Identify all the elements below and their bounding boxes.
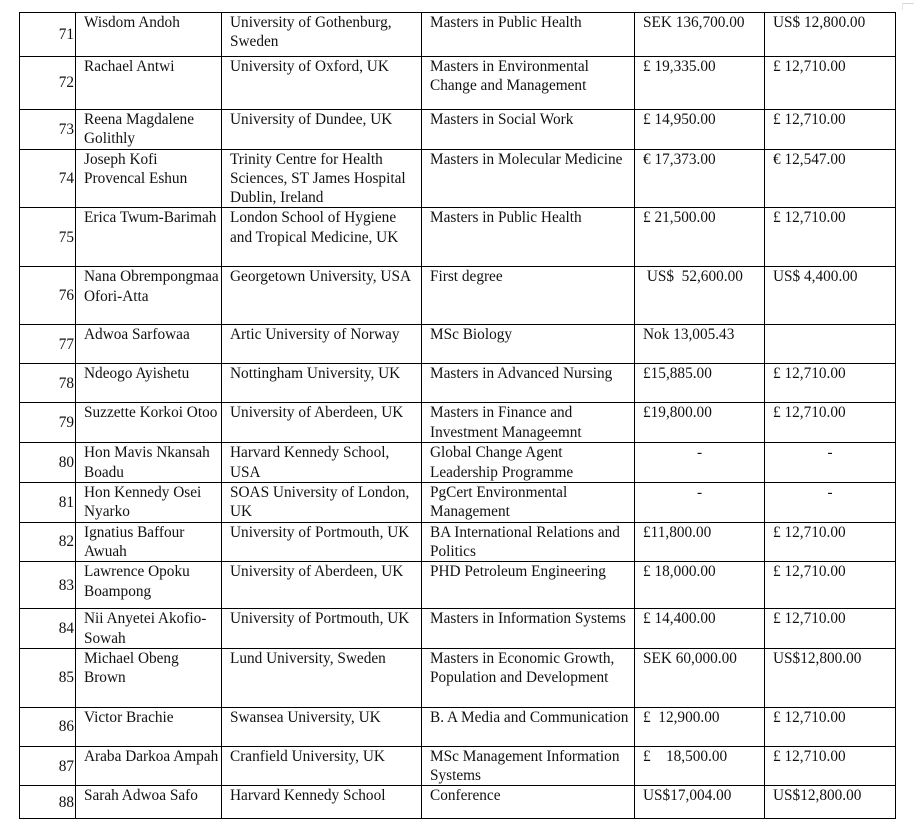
stipend: £ 12,710.00 <box>765 208 896 267</box>
programme: Masters in Public Health <box>422 13 635 57</box>
stipend: £ 12,710.00 <box>765 562 896 609</box>
institution: Lund University, Sweden <box>222 648 422 707</box>
tuition-fee-value: £ 18,000.00 <box>643 563 716 581</box>
table-row <box>20 707 896 746</box>
row-number: 73 <box>20 110 76 150</box>
recipient-name: Hon Kennedy Osei Nyarko <box>76 483 222 523</box>
tuition-fee <box>635 483 765 523</box>
table-row <box>20 403 896 443</box>
stipend: £ 12,710.00 <box>765 522 896 562</box>
table-row <box>20 786 896 819</box>
institution: University of Oxford, UK <box>222 57 422 110</box>
tuition-fee-value: £ 12,900.00 <box>643 708 720 726</box>
programme: Masters in Social Work <box>422 110 635 150</box>
tuition-fee-value: SEK 136,700.00 <box>643 14 745 31</box>
stipend: £ 12,710.00 <box>765 707 896 746</box>
row-number: 76 <box>20 267 76 325</box>
table-row <box>20 443 896 483</box>
programme: PHD Petroleum Engineering <box>422 562 635 609</box>
programme: Conference <box>422 786 635 819</box>
programme: Masters in Economic Growth, Population and Development <box>422 648 635 707</box>
recipient-name: Joseph Kofi Provencal Eshun <box>76 149 222 208</box>
institution: Georgetown University, USA <box>222 267 422 325</box>
row-number: 74 <box>20 149 76 208</box>
table-row <box>20 267 896 325</box>
recipient-name: Wisdom Andoh <box>76 13 222 57</box>
row-number: 77 <box>20 325 76 364</box>
institution: SOAS University of London, UK <box>222 483 422 523</box>
table-row <box>20 57 896 110</box>
table-row <box>20 483 896 523</box>
tuition-fee <box>635 325 765 364</box>
table-row <box>20 746 896 786</box>
tuition-fee <box>635 707 765 746</box>
stipend: US$12,800.00 <box>765 786 896 819</box>
table-row <box>20 562 896 609</box>
institution: University of Aberdeen, UK <box>222 403 422 443</box>
tuition-fee-value: € 17,373.00 <box>643 150 716 168</box>
tuition-fee-value: £11,800.00 <box>643 523 712 541</box>
recipient-name: Nana Obrempongmaa Ofori-Atta <box>76 267 222 325</box>
institution: Harvard Kennedy School, USA <box>222 443 422 483</box>
tuition-fee-value: US$ 52,600.00 <box>643 268 743 286</box>
row-number: 78 <box>20 364 76 403</box>
institution: University of Portmouth, UK <box>222 522 422 562</box>
programme: Masters in Information Systems <box>422 609 635 649</box>
table-row <box>20 208 896 267</box>
row-number: 71 <box>20 13 76 57</box>
tuition-fee <box>635 786 765 819</box>
institution: Artic University of Norway <box>222 325 422 364</box>
recipient-name: Adwoa Sarfowaa <box>76 325 222 364</box>
recipient-name: Araba Darkoa Ampah <box>76 746 222 786</box>
institution: University of Aberdeen, UK <box>222 562 422 609</box>
table-row <box>20 325 896 364</box>
row-number: 86 <box>20 707 76 746</box>
programme: BA International Relations and Politics <box>422 522 635 562</box>
tuition-fee <box>635 648 765 707</box>
row-number: 79 <box>20 403 76 443</box>
programme: MSc Biology <box>422 325 635 364</box>
recipient-name: Rachael Antwi <box>76 57 222 110</box>
stipend: € 12,547.00 <box>765 149 896 208</box>
stipend: £ 12,710.00 <box>765 57 896 110</box>
row-number: 82 <box>20 522 76 562</box>
institution: Trinity Centre for Health Sciences, ST James Hospital Dublin, Ireland <box>222 149 422 208</box>
stipend: - <box>765 443 896 483</box>
tuition-fee <box>635 562 765 609</box>
programme: Masters in Advanced Nursing <box>422 364 635 403</box>
row-number: 88 <box>20 786 76 819</box>
recipient-name: Michael Obeng Brown <box>76 648 222 707</box>
programme: B. A Media and Communication <box>422 707 635 746</box>
tuition-fee-value: £ 19,335.00 <box>643 58 716 75</box>
scholarship-table <box>19 12 896 819</box>
tuition-fee-value: £ 14,400.00 <box>643 610 716 628</box>
programme: Masters in Finance and Investment Manageemnt <box>422 403 635 443</box>
programme: Masters in Public Health <box>422 208 635 267</box>
tuition-fee-value: £ 14,950.00 <box>643 111 716 128</box>
tuition-fee <box>635 149 765 208</box>
programme: MSc Management Information Systems <box>422 746 635 786</box>
recipient-name: Suzzette Korkoi Otoo <box>76 403 222 443</box>
tuition-fee-value: £15,885.00 <box>643 365 712 383</box>
recipient-name: Nii Anyetei Akofio-Sowah <box>76 609 222 649</box>
row-number: 81 <box>20 483 76 523</box>
institution: Harvard Kennedy School <box>222 786 422 819</box>
row-number: 75 <box>20 208 76 267</box>
table-row <box>20 149 896 208</box>
stipend: - <box>765 483 896 523</box>
row-number: 80 <box>20 443 76 483</box>
tuition-fee-value: US$17,004.00 <box>643 787 732 805</box>
row-number: 84 <box>20 609 76 649</box>
table-row <box>20 522 896 562</box>
stipend: £ 12,710.00 <box>765 364 896 403</box>
tuition-fee <box>635 267 765 325</box>
recipient-name: Sarah Adwoa Safo <box>76 786 222 819</box>
stipend: US$ 12,800.00 <box>765 13 896 57</box>
table-row <box>20 13 896 57</box>
tuition-fee <box>635 110 765 150</box>
institution: University of Portmouth, UK <box>222 609 422 649</box>
recipient-name: Erica Twum-Barimah <box>76 208 222 267</box>
institution: University of Gothenburg, Sweden <box>222 13 422 57</box>
tuition-fee-value: SEK 60,000.00 <box>643 649 737 667</box>
tuition-fee-value: £19,800.00 <box>643 404 712 422</box>
programme: Masters in Environmental Change and Management <box>422 57 635 110</box>
row-number: 83 <box>20 562 76 609</box>
tuition-fee <box>635 13 765 57</box>
stipend <box>765 325 896 364</box>
tuition-fee-value: - <box>696 444 703 462</box>
row-number: 85 <box>20 648 76 707</box>
tuition-fee <box>635 57 765 110</box>
table-row <box>20 110 896 150</box>
table-body <box>20 13 896 819</box>
tuition-fee-value: Nok 13,005.43 <box>643 326 735 344</box>
tuition-fee <box>635 609 765 649</box>
recipient-name: Ndeogo Ayishetu <box>76 364 222 403</box>
stipend: US$12,800.00 <box>765 648 896 707</box>
recipient-name: Ignatius Baffour Awuah <box>76 522 222 562</box>
stipend: US$ 4,400.00 <box>765 267 896 325</box>
programme: Masters in Molecular Medicine <box>422 149 635 208</box>
institution: Nottingham University, UK <box>222 364 422 403</box>
tuition-fee-value: £ 21,500.00 <box>643 209 716 227</box>
table-row <box>20 364 896 403</box>
recipient-name: Lawrence Opoku Boampong <box>76 562 222 609</box>
stipend: £ 12,710.00 <box>765 746 896 786</box>
institution: University of Dundee, UK <box>222 110 422 150</box>
row-number: 72 <box>20 57 76 110</box>
recipient-name: Hon Mavis Nkansah Boadu <box>76 443 222 483</box>
programme: First degree <box>422 267 635 325</box>
tuition-fee <box>635 746 765 786</box>
table-row <box>20 648 896 707</box>
stipend: £ 12,710.00 <box>765 403 896 443</box>
tuition-fee <box>635 403 765 443</box>
table-row <box>20 609 896 649</box>
row-number: 87 <box>20 746 76 786</box>
recipient-name: Reena Magdalene Golithly <box>76 110 222 150</box>
tuition-fee-value: - <box>696 484 703 502</box>
institution: Swansea University, UK <box>222 707 422 746</box>
tuition-fee <box>635 208 765 267</box>
recipient-name: Victor Brachie <box>76 707 222 746</box>
page-corner-mark-vertical <box>902 3 903 10</box>
tuition-fee-value: £ 18,500.00 <box>643 747 728 765</box>
institution: Cranfield University, UK <box>222 746 422 786</box>
tuition-fee <box>635 364 765 403</box>
programme: PgCert Environmental Management <box>422 483 635 523</box>
stipend: £ 12,710.00 <box>765 110 896 150</box>
tuition-fee <box>635 443 765 483</box>
stipend: £ 12,710.00 <box>765 609 896 649</box>
programme: Global Change Agent Leadership Programme <box>422 443 635 483</box>
page-corner-mark <box>902 3 914 4</box>
institution: London School of Hygiene and Tropical Medicine, UK <box>222 208 422 267</box>
tuition-fee <box>635 522 765 562</box>
